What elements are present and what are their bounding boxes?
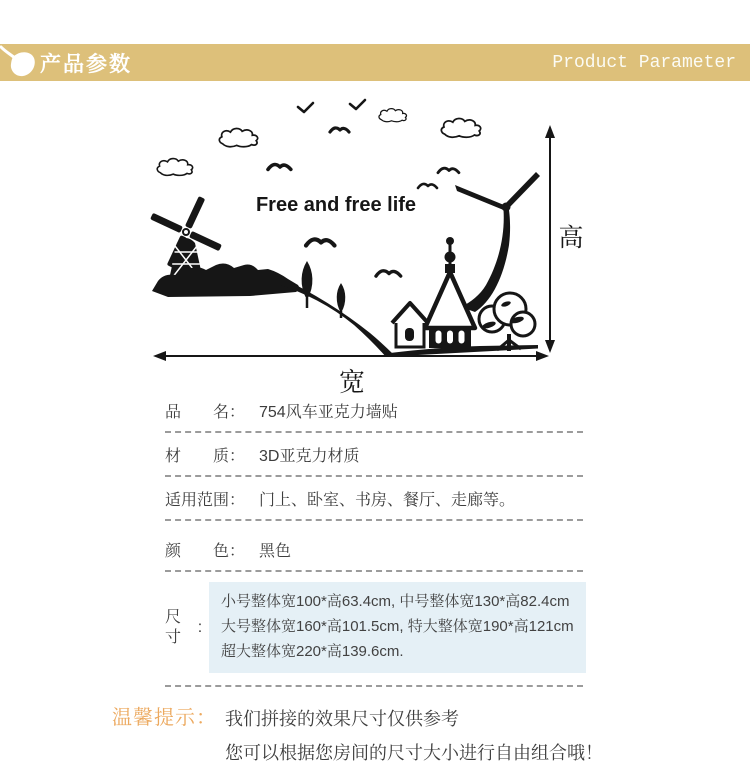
wall-sticker-artwork-svg [140,95,610,395]
warm-tips-section [112,702,750,770]
warm-tips-line: 您可以根据您房间的尺寸大小进行自由组合哦！ [225,743,603,763]
church [425,237,475,348]
round-tree [479,293,535,351]
width-dimension-arrow [153,351,549,361]
warm-tips-label: 温馨提示： [112,707,217,729]
leaf-icon [0,44,40,81]
size-line: 小号整体宽100*高63.4cm, 中号整体宽130*高82.4cm [221,593,570,610]
size-label [165,582,191,673]
width-label: 宽 [338,367,366,395]
cypress-trees [302,262,345,318]
size-line: 大号整体宽160*高101.5cm, 特大整体宽190*高121cm [221,618,574,635]
wind-turbine [455,172,540,312]
cloud-icons [157,109,480,176]
param-label: 材 质： [165,448,246,465]
param-row-size [165,572,583,687]
bird-icons [268,100,459,276]
param-value: 754风车亚克力墙贴 [259,404,398,421]
param-value: 3D亚克力材质 [259,448,360,465]
param-value: 黑色 [259,543,292,560]
product-parameter-table [165,395,583,687]
height-dimension-arrow [545,125,555,353]
product-artwork [140,95,610,395]
section-header-bar [0,44,750,81]
size-label-char: 尺 [165,608,182,626]
param-value: 门上、卧室、书房、餐厅、走廊等。 [259,492,516,509]
param-row-name [165,395,583,433]
top-white-strip [0,0,750,44]
slogan-text: Free and free life [255,194,417,216]
warm-tips-text [225,702,603,770]
param-row-scope [165,477,583,521]
param-label: 品 名： [165,404,246,421]
small-house [392,303,428,347]
size-label-char: 寸 [165,628,182,646]
windmill [150,196,538,357]
size-line: 超大整体宽220*高139.6cm. [221,643,404,660]
section-title-en: Product Parameter [552,52,736,73]
section-title-cn: 产品参数 [40,52,132,76]
size-colon: : [197,618,203,636]
height-label: 高 [558,224,584,252]
warm-tips-line: 我们拼接的效果尺寸仅供参考 [225,709,459,729]
param-row-color [165,521,583,572]
param-row-material [165,433,583,477]
param-label: 颜 色： [165,543,246,560]
size-value-box [209,582,586,673]
param-label: 适用范围： [165,492,246,509]
